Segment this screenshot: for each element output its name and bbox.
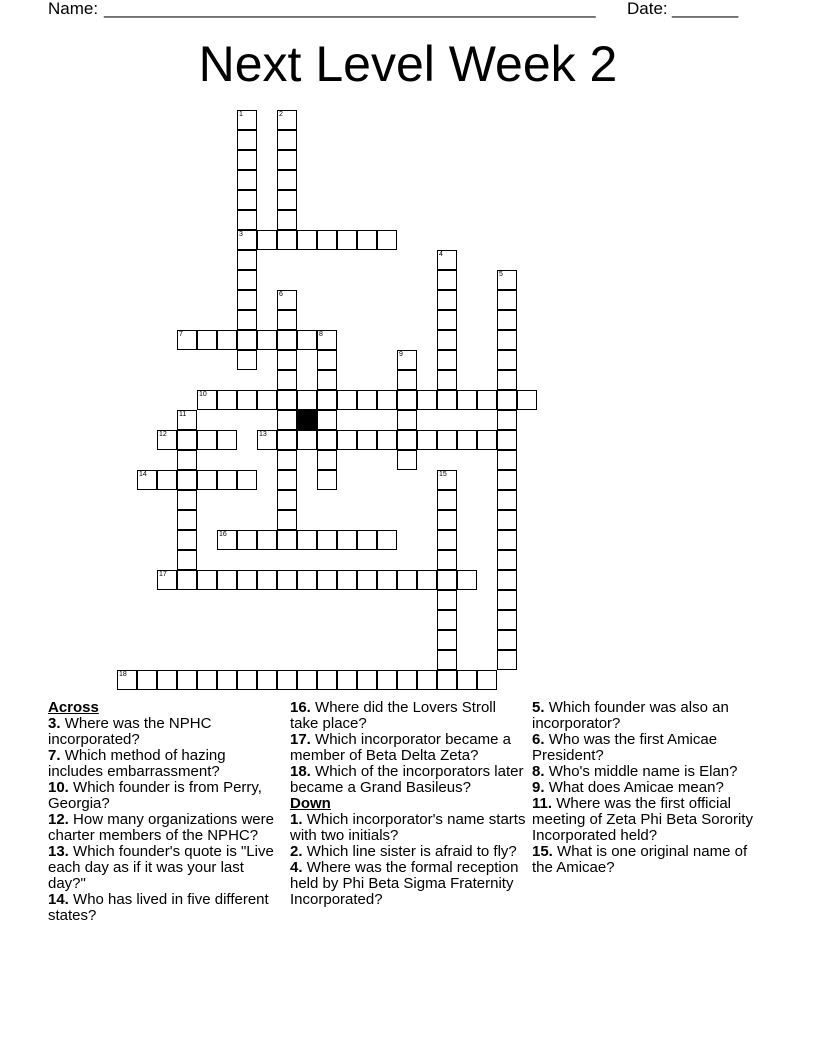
- clue-number: 18.: [290, 763, 311, 780]
- crossword-cell[interactable]: [277, 350, 297, 370]
- crossword-cell[interactable]: [357, 230, 377, 250]
- crossword-cell[interactable]: [397, 570, 417, 590]
- crossword-cell[interactable]: [377, 390, 397, 410]
- crossword-cell[interactable]: [177, 510, 197, 530]
- crossword-cell[interactable]: [217, 330, 237, 350]
- crossword-cell[interactable]: [437, 270, 457, 290]
- crossword-cell[interactable]: [337, 390, 357, 410]
- clue-across-10: [48, 780, 284, 812]
- crossword-cell[interactable]: [377, 230, 397, 250]
- crossword-cell[interactable]: [397, 450, 417, 470]
- clue-number: 13.: [48, 843, 69, 860]
- crossword-cell[interactable]: [277, 670, 297, 690]
- crossword-cell[interactable]: [277, 130, 297, 150]
- crossword-cell[interactable]: [317, 670, 337, 690]
- crossword-cell[interactable]: [297, 530, 317, 550]
- crossword-cell[interactable]: [217, 670, 237, 690]
- crossword-cell[interactable]: [497, 530, 517, 550]
- crossword-cell[interactable]: [377, 430, 397, 450]
- crossword-cell[interactable]: [297, 670, 317, 690]
- crossword-cell[interactable]: [437, 310, 457, 330]
- crossword-cell[interactable]: [437, 430, 457, 450]
- crossword-cell[interactable]: [297, 230, 317, 250]
- crossword-cell[interactable]: [497, 310, 517, 330]
- crossword-cell[interactable]: [157, 470, 177, 490]
- crossword-cell[interactable]: [517, 390, 537, 410]
- clue-text: Which of the incorporators later became a Grand Basileus?: [290, 763, 524, 796]
- crossword-cell[interactable]: [237, 670, 257, 690]
- crossword-cell[interactable]: [297, 330, 317, 350]
- clue-number-label: 16: [219, 531, 227, 538]
- crossword-cell[interactable]: [277, 390, 297, 410]
- crossword-cell[interactable]: [237, 190, 257, 210]
- crossword-cell[interactable]: [277, 470, 297, 490]
- crossword-cell[interactable]: [177, 550, 197, 570]
- clue-number: 9.: [532, 779, 545, 796]
- crossword-cell[interactable]: [237, 210, 257, 230]
- crossword-cell[interactable]: [497, 630, 517, 650]
- crossword-cell[interactable]: [277, 190, 297, 210]
- clue-number-label: 4: [439, 251, 443, 258]
- date-blank[interactable]: _______: [672, 0, 739, 18]
- crossword-cell[interactable]: [197, 330, 217, 350]
- clue-text: Where was the NPHC incorporated?: [48, 715, 212, 748]
- clue-number-label: 17: [159, 571, 167, 578]
- crossword-cell[interactable]: [497, 450, 517, 470]
- crossword-cell[interactable]: [417, 570, 437, 590]
- crossword-cell[interactable]: [497, 550, 517, 570]
- crossword-cell[interactable]: [237, 250, 257, 270]
- clues-column-1: [48, 700, 284, 924]
- crossword-cell[interactable]: [177, 530, 197, 550]
- clue-number: 1.: [290, 811, 303, 828]
- crossword-cell[interactable]: [497, 410, 517, 430]
- crossword-cell[interactable]: [197, 670, 217, 690]
- crossword-cell[interactable]: [437, 570, 457, 590]
- crossword-cell[interactable]: [277, 210, 297, 230]
- clue-number-label: 12: [159, 431, 167, 438]
- clue-number: 4.: [290, 859, 303, 876]
- crossword-cell[interactable]: [397, 410, 417, 430]
- clue-text: What is one original name of the Amicae?: [532, 843, 748, 876]
- clue-across-12: [48, 812, 284, 844]
- clue-number-label: 7: [179, 331, 183, 338]
- crossword-cell[interactable]: [377, 570, 397, 590]
- crossword-cell[interactable]: [497, 430, 517, 450]
- crossword-cell[interactable]: [497, 510, 517, 530]
- crossword-cell[interactable]: [437, 550, 457, 570]
- crossword-cell[interactable]: [237, 570, 257, 590]
- clue-number: 16.: [290, 699, 311, 716]
- crossword-cell[interactable]: [277, 410, 297, 430]
- crossword-cell[interactable]: [257, 330, 277, 350]
- clue-text: Which founder was also an incorporator?: [532, 699, 729, 732]
- clue-down-2: [290, 844, 526, 860]
- clue-number: 6.: [532, 731, 545, 748]
- clue-number-label: 18: [119, 671, 127, 678]
- clue-text: Who has lived in five different states?: [48, 891, 269, 924]
- crossword-cell[interactable]: [437, 630, 457, 650]
- crossword-cell[interactable]: [317, 450, 337, 470]
- crossword-cell[interactable]: [497, 650, 517, 670]
- crossword-cell[interactable]: [357, 670, 377, 690]
- clue-number: 2.: [290, 843, 303, 860]
- crossword-cell[interactable]: [497, 330, 517, 350]
- crossword-cell[interactable]: [477, 670, 497, 690]
- crossword-cell[interactable]: [177, 490, 197, 510]
- crossword-cell[interactable]: [397, 390, 417, 410]
- crossword-cell[interactable]: [397, 370, 417, 390]
- clue-number: 10.: [48, 779, 69, 796]
- crossword-cell[interactable]: [437, 490, 457, 510]
- crossword-cell[interactable]: [257, 230, 277, 250]
- clue-text: Which line sister is afraid to fly?: [306, 843, 517, 860]
- crossword-cell[interactable]: [257, 390, 277, 410]
- crossword-cell[interactable]: [177, 470, 197, 490]
- crossword-cell[interactable]: [317, 390, 337, 410]
- crossword-cell[interactable]: [457, 570, 477, 590]
- crossword-cell[interactable]: [437, 650, 457, 670]
- clue-number-label: 13: [259, 431, 267, 438]
- clue-text: Who's middle name is Elan?: [548, 763, 738, 780]
- crossword-cell[interactable]: [277, 530, 297, 550]
- clue-across-7: [48, 748, 284, 780]
- page-title: Next Level Week 2: [198, 36, 618, 92]
- crossword-cell[interactable]: [317, 430, 337, 450]
- clue-number: 3.: [48, 715, 61, 732]
- crossword-cell[interactable]: [277, 370, 297, 390]
- crossword-cell[interactable]: [177, 670, 197, 690]
- crossword-cell[interactable]: [237, 350, 257, 370]
- crossword-cell[interactable]: [237, 170, 257, 190]
- clue-text: Where was the first official meeting of Zeta Phi Beta Sorority Incorporated held?: [532, 795, 753, 844]
- crossword-cell[interactable]: [177, 570, 197, 590]
- crossword-cell[interactable]: [217, 570, 237, 590]
- crossword-cell[interactable]: [217, 430, 237, 450]
- crossword-cell[interactable]: [157, 670, 177, 690]
- crossword-cell[interactable]: [257, 530, 277, 550]
- crossword-cell[interactable]: [457, 670, 477, 690]
- clue-number-label: 8: [319, 331, 323, 338]
- clue-across-18: [290, 764, 526, 796]
- crossword-cell[interactable]: [317, 570, 337, 590]
- crossword-cell[interactable]: [437, 530, 457, 550]
- clue-text: How many organizations were charter members of the NPHC?: [48, 811, 274, 844]
- clue-down-6: [532, 732, 762, 764]
- crossword-cell[interactable]: [197, 470, 217, 490]
- clue-text: Which incorporator became a member of Beta Delta Zeta?: [290, 731, 511, 764]
- clue-number-label: 15: [439, 471, 447, 478]
- crossword-cell[interactable]: [437, 590, 457, 610]
- crossword-cell[interactable]: [177, 450, 197, 470]
- crossword-cell[interactable]: [357, 430, 377, 450]
- crossword-cell[interactable]: [437, 350, 457, 370]
- clue-text: Which method of hazing includes embarrassment?: [48, 747, 226, 780]
- clue-down-8: [532, 764, 762, 780]
- date-label: Date:: [627, 0, 668, 18]
- crossword-cell[interactable]: [297, 390, 317, 410]
- clue-down-1: [290, 812, 526, 844]
- clue-text: Where was the formal reception held by Phi Beta Sigma Fraternity Incorporated?: [290, 859, 519, 908]
- crossword-cell[interactable]: [337, 670, 357, 690]
- clue-text: Who was the first Amicae President?: [532, 731, 718, 764]
- clue-number-label: 3: [239, 231, 243, 238]
- clue-number-label: 6: [279, 291, 283, 298]
- clue-across-13: [48, 844, 284, 892]
- crossword-cell[interactable]: [417, 390, 437, 410]
- crossword-cell[interactable]: [337, 530, 357, 550]
- crossword-cell[interactable]: [177, 430, 197, 450]
- crossword-cell[interactable]: [497, 470, 517, 490]
- clue-number-label: 9: [399, 351, 403, 358]
- down-heading: Down: [290, 795, 331, 812]
- clue-down-5: [532, 700, 762, 732]
- clue-text: Which founder is from Perry, Georgia?: [48, 779, 262, 812]
- crossword-black-cell: [297, 410, 317, 430]
- crossword-cell[interactable]: [457, 390, 477, 410]
- across-heading: Across: [48, 699, 99, 716]
- clue-number: 12.: [48, 811, 69, 828]
- crossword-cell[interactable]: [297, 430, 317, 450]
- clue-text: Where did the Lovers Stroll take place?: [290, 699, 496, 732]
- crossword-cell[interactable]: [237, 530, 257, 550]
- crossword-cell[interactable]: [497, 590, 517, 610]
- clue-number: 17.: [290, 731, 311, 748]
- crossword-cell[interactable]: [277, 170, 297, 190]
- crossword-cell[interactable]: [377, 670, 397, 690]
- clue-number-label: 1: [239, 111, 243, 118]
- crossword-cell[interactable]: [437, 370, 457, 390]
- clue-number-label: 2: [279, 111, 283, 118]
- crossword-cell[interactable]: [497, 570, 517, 590]
- crossword-cell[interactable]: [217, 470, 237, 490]
- crossword-cell[interactable]: [337, 230, 357, 250]
- crossword-cell[interactable]: [317, 370, 337, 390]
- clue-across-17: [290, 732, 526, 764]
- clue-number-label: 14: [139, 471, 147, 478]
- crossword-cell[interactable]: [437, 610, 457, 630]
- crossword-cell[interactable]: [277, 330, 297, 350]
- crossword-cell[interactable]: [317, 350, 337, 370]
- crossword-cell[interactable]: [337, 570, 357, 590]
- crossword-cell[interactable]: [237, 310, 257, 330]
- clue-down-9: [532, 780, 762, 796]
- clue-number: 8.: [532, 763, 545, 780]
- clue-number: 14.: [48, 891, 69, 908]
- clue-number: 15.: [532, 843, 553, 860]
- crossword-cell[interactable]: [277, 230, 297, 250]
- clue-number: 11.: [532, 795, 553, 812]
- crossword-cell[interactable]: [237, 150, 257, 170]
- crossword-cell[interactable]: [277, 150, 297, 170]
- crossword-cell[interactable]: [477, 430, 497, 450]
- clue-number: 7.: [48, 747, 61, 764]
- clue-down-15: [532, 844, 762, 876]
- crossword-cell[interactable]: [277, 430, 297, 450]
- crossword-cell[interactable]: [237, 130, 257, 150]
- crossword-cell[interactable]: [437, 510, 457, 530]
- crossword-cell[interactable]: [397, 430, 417, 450]
- crossword-cell[interactable]: [237, 390, 257, 410]
- clue-number: 5.: [532, 699, 545, 716]
- crossword-cell[interactable]: [237, 470, 257, 490]
- clue-text: Which incorporator's name starts with two initials?: [290, 811, 526, 844]
- crossword-cell[interactable]: [197, 570, 217, 590]
- clue-across-14: [48, 892, 284, 924]
- crossword-cell[interactable]: [457, 430, 477, 450]
- crossword-cell[interactable]: [277, 490, 297, 510]
- clue-text: What does Amicae mean?: [548, 779, 724, 796]
- crossword-cell[interactable]: [497, 350, 517, 370]
- crossword-cell[interactable]: [437, 670, 457, 690]
- crossword-cell[interactable]: [277, 310, 297, 330]
- clue-text: Which founder's quote is "Live each day as if it was your last day?": [48, 843, 274, 892]
- clue-number-label: 5: [499, 271, 503, 278]
- crossword-cell[interactable]: [317, 470, 337, 490]
- crossword-cell[interactable]: [357, 390, 377, 410]
- crossword-cell[interactable]: [357, 570, 377, 590]
- crossword-cell[interactable]: [217, 390, 237, 410]
- crossword-cell[interactable]: [237, 290, 257, 310]
- crossword-cell[interactable]: [317, 230, 337, 250]
- name-blank[interactable]: ____________________________________________________: [104, 0, 596, 18]
- crossword-cell[interactable]: [437, 390, 457, 410]
- crossword-cell[interactable]: [237, 270, 257, 290]
- clue-across-16: [290, 700, 526, 732]
- clue-across-3: [48, 716, 284, 748]
- clue-number-label: 10: [199, 391, 207, 398]
- crossword-cell[interactable]: [137, 670, 157, 690]
- crossword-cell[interactable]: [497, 390, 517, 410]
- crossword-cell[interactable]: [417, 670, 437, 690]
- crossword-cell[interactable]: [357, 530, 377, 550]
- crossword-cell[interactable]: [317, 530, 337, 550]
- clue-down-4: [290, 860, 526, 908]
- crossword-cell[interactable]: [477, 390, 497, 410]
- crossword-cell[interactable]: [257, 670, 277, 690]
- crossword-cell[interactable]: [317, 410, 337, 430]
- clues-column-2: [290, 700, 526, 908]
- name-label: Name:: [48, 0, 99, 18]
- crossword-cell[interactable]: [257, 570, 277, 590]
- crossword-cell[interactable]: [397, 670, 417, 690]
- crossword-cell[interactable]: [417, 430, 437, 450]
- crossword-cell[interactable]: [297, 570, 317, 590]
- crossword-cell[interactable]: [437, 290, 457, 310]
- crossword-cell[interactable]: [497, 370, 517, 390]
- crossword-cell[interactable]: [497, 290, 517, 310]
- crossword-cell[interactable]: [497, 490, 517, 510]
- crossword-cell[interactable]: [197, 430, 217, 450]
- clue-number-label: 11: [179, 411, 187, 418]
- crossword-cell[interactable]: [237, 330, 257, 350]
- clues-column-3: [532, 700, 762, 876]
- crossword-cell[interactable]: [277, 570, 297, 590]
- crossword-cell[interactable]: [377, 530, 397, 550]
- crossword-cell[interactable]: [277, 450, 297, 470]
- crossword-cell[interactable]: [437, 330, 457, 350]
- crossword-cell[interactable]: [497, 610, 517, 630]
- clue-down-11: [532, 796, 762, 844]
- crossword-cell[interactable]: [337, 430, 357, 450]
- crossword-cell[interactable]: [277, 510, 297, 530]
